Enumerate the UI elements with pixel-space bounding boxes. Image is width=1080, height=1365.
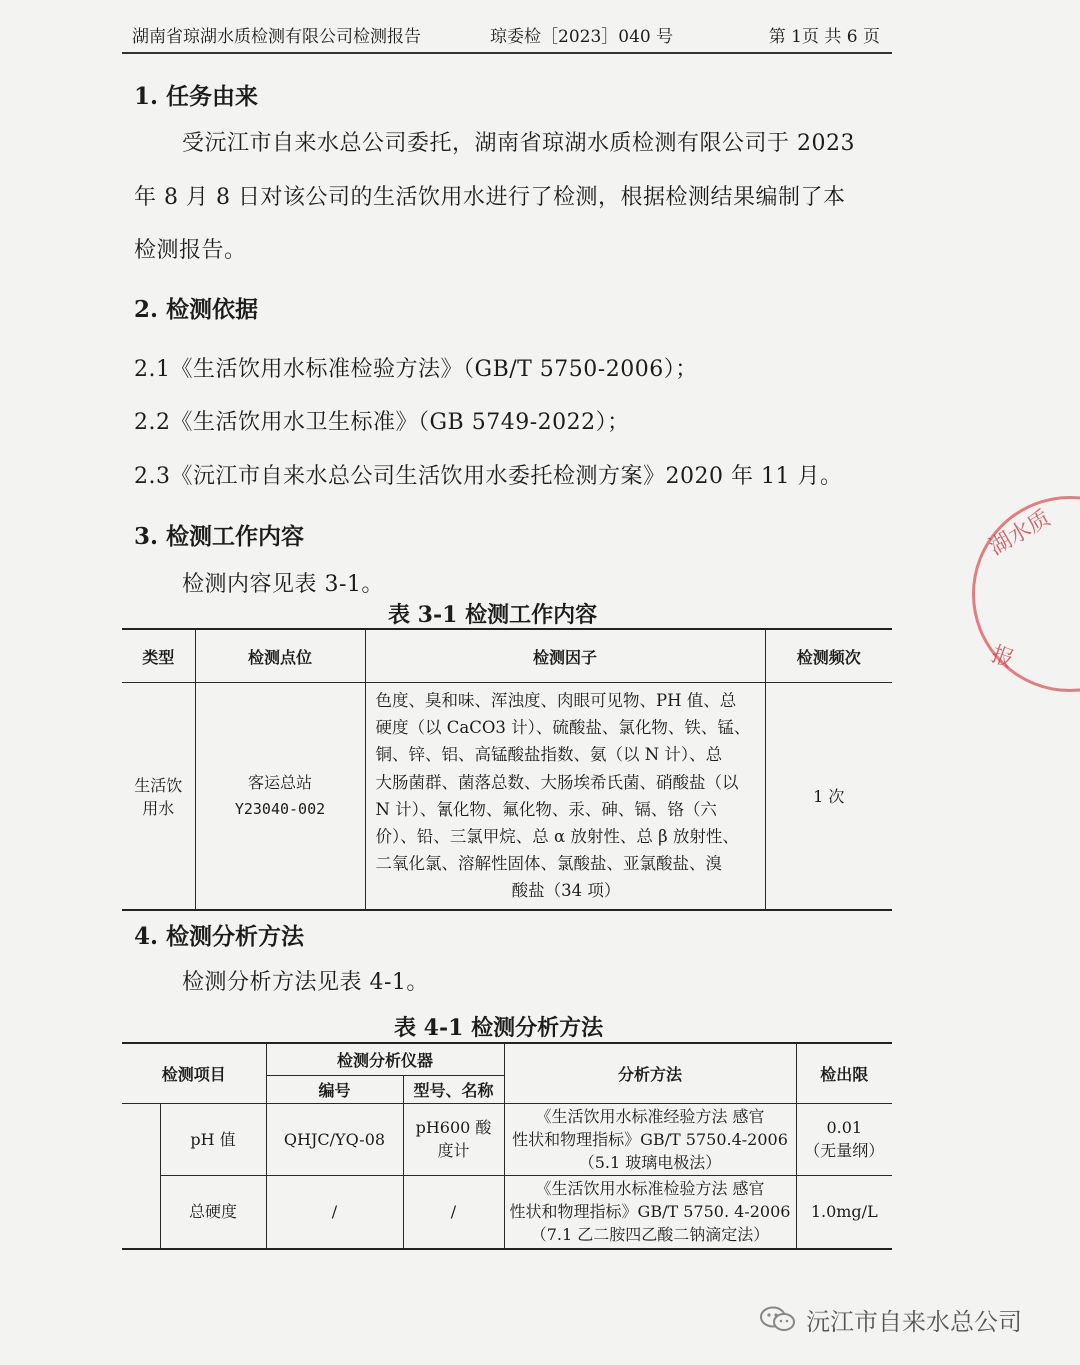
cell-limit-line-1: 0.01 [826, 1118, 863, 1137]
cell-method-line-3: （5.1 玻璃电极法） [578, 1152, 722, 1172]
cell-group-blank [122, 1103, 160, 1249]
col-header-method: 分析方法 [504, 1043, 796, 1103]
cell-limit [796, 1103, 892, 1175]
col-header-item: 检测项目 [122, 1043, 266, 1103]
col-header-type: 类型 [122, 629, 195, 683]
section-1-line-2: 年 8 月 8 日对该公司的生活饮用水进行了检测，根据检测结果编制了本 [134, 185, 846, 210]
basis-item-2: 2.2《生活饮用水卫生标准》（GB 5749-2022）； [134, 410, 630, 435]
table-4-1-caption: 表 4-1 检测分析方法 [394, 1015, 604, 1041]
col-header-frequency: 检测频次 [765, 629, 892, 683]
cell-site [195, 683, 365, 910]
factor-line: 酸盐（34 项） [511, 881, 621, 901]
table-header-row [122, 629, 892, 683]
cell-frequency: 1 次 [765, 683, 892, 910]
factor-line: 硬度（以 CaCO3 计）、硫酸盐、氯化物、铁、锰、 [375, 718, 751, 738]
account-watermark [758, 1300, 1058, 1336]
seal-text-bottom: 报 [987, 641, 1017, 673]
factor-line: 铜、锌、铝、高锰酸盐指数、氨（以 N 计）、总 [375, 745, 723, 765]
factor-line: 色度、臭和味、浑浊度、肉眼可见物、PH 值、总 [375, 691, 737, 710]
cell-number: QHJC/YQ-08 [266, 1103, 403, 1175]
page-header [132, 18, 880, 48]
factor-line: N 计）、氰化物、氟化物、汞、砷、镉、铬（六 [375, 799, 717, 819]
cell-factors [365, 683, 765, 910]
cell-method [504, 1175, 796, 1249]
factor-line: 二氧化氯、溶解性固体、氯酸盐、亚氯酸盐、溴 [375, 854, 722, 874]
cell-method [504, 1103, 796, 1175]
cell-item: 总硬度 [160, 1175, 266, 1249]
table-row [122, 1175, 892, 1249]
header-company: 湖南省琼湖水质检测有限公司检测报告 [132, 27, 421, 47]
factor-line: 价）、铅、三氯甲烷、总 α 放射性、总 β 放射性、 [375, 827, 739, 847]
col-header-instrument: 检测分析仪器 [266, 1043, 504, 1075]
section-4-title: 4. 检测分析方法 [134, 923, 305, 950]
col-header-number: 编号 [266, 1075, 403, 1103]
col-header-site: 检测点位 [195, 629, 365, 683]
section-1-line-3: 检测报告。 [134, 238, 247, 263]
cell-site-line-2: Y23040-002 [234, 799, 326, 818]
factor-line: 大肠菌群、菌落总数、大肠埃希氏菌、硝酸盐（以 [375, 772, 739, 792]
col-header-factors: 检测因子 [365, 629, 765, 683]
cell-model-line-1: pH600 酸 [415, 1118, 492, 1137]
section-4-intro: 检测分析方法见表 4-1。 [182, 970, 429, 995]
section-1-title: 1. 任务由来 [134, 83, 259, 110]
cell-method-line-2: 性状和物理指标》GB/T 5750.4-2006 [512, 1129, 788, 1149]
cell-limit: 1.0mg/L [796, 1175, 892, 1249]
cell-model [403, 1175, 504, 1249]
cell-limit-line-2: （无量纲） [804, 1141, 885, 1160]
section-1-line-1: 受沅江市自来水总公司委托，湖南省琼湖水质检测有限公司于 2023 [182, 131, 855, 156]
section-3-intro: 检测内容见表 3-1。 [182, 572, 384, 597]
cell-model-line-2: 度计 [437, 1141, 470, 1160]
table-header-row [122, 1043, 892, 1075]
cell-method-line-3: （7.1 乙二胺四乙酸二钠滴定法） [530, 1225, 770, 1245]
cell-type [122, 683, 195, 910]
cell-method-line-1: 《生活饮用水标准检验方法 感官 [535, 1179, 765, 1199]
cell-method-line-1: 《生活饮用水标准经验方法 感官 [535, 1106, 765, 1126]
section-3-title: 3. 检测工作内容 [134, 523, 305, 550]
col-header-model: 型号、名称 [403, 1075, 504, 1103]
header-divider [122, 52, 892, 54]
cell-model-line-1: / [450, 1202, 457, 1222]
wechat-icon [758, 1304, 798, 1334]
header-report-number: 琼委检［2023］040 号 [490, 27, 674, 47]
cell-type-line-2: 用水 [142, 798, 175, 818]
table-row [122, 1103, 892, 1175]
col-header-limit: 检出限 [796, 1043, 892, 1103]
basis-item-1: 2.1《生活饮用水标准检验方法》（GB/T 5750-2006）； [134, 357, 698, 382]
cell-number: / [266, 1175, 403, 1249]
watermark-text: 沅江市自来水总公司 [806, 1308, 1022, 1336]
cell-method-line-2: 性状和物理指标》GB/T 5750. 4-2006 [509, 1202, 791, 1222]
seal-text-top: 湖水质 [985, 505, 1055, 561]
table-3-1-caption: 表 3-1 检测工作内容 [388, 602, 598, 628]
table-3-1 [122, 628, 892, 911]
company-seal [968, 496, 1080, 696]
section-2-title: 2. 检测依据 [134, 296, 259, 323]
table-4-1 [122, 1042, 892, 1250]
header-page-number: 第 1页 共 6 页 [768, 27, 880, 47]
cell-type-line-1: 生活饮 [134, 775, 183, 795]
cell-item: pH 值 [160, 1103, 266, 1175]
table-row [122, 683, 892, 910]
cell-site-line-1: 客运总站 [247, 772, 312, 792]
basis-item-3: 2.3《沅江市自来水总公司生活饮用水委托检测方案》2020 年 11 月。 [134, 464, 843, 489]
cell-model [403, 1103, 504, 1175]
